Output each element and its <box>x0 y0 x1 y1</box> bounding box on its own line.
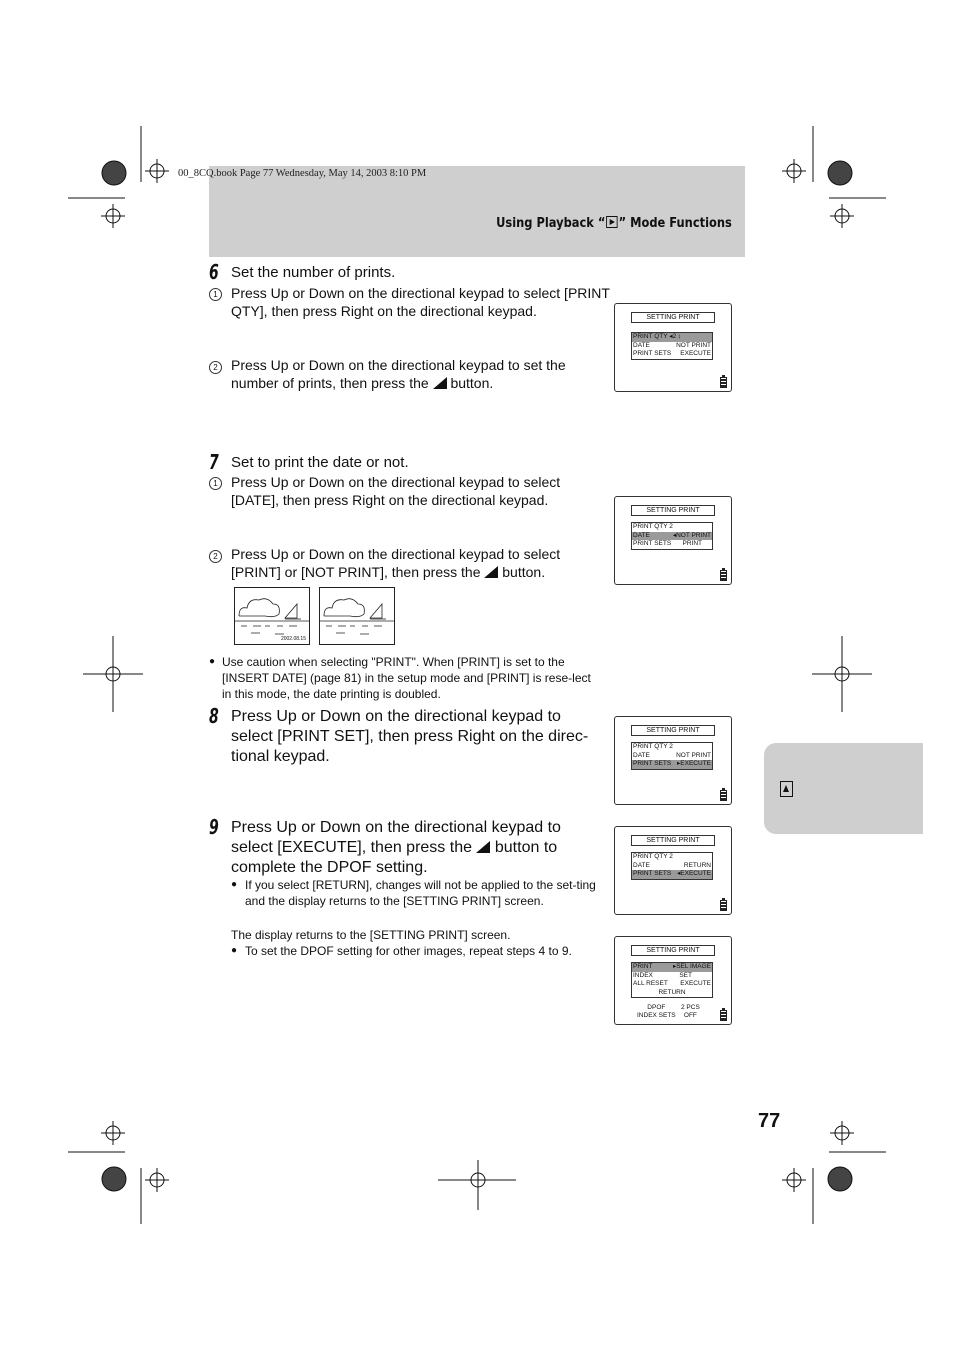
lcd-footer-text: 2 PCS <box>681 1004 700 1011</box>
lcd-row-label: DATE <box>633 341 650 349</box>
substep-number: 2 <box>209 550 222 563</box>
section-title-pre: Using Playback “ <box>496 216 606 231</box>
date-stamp: 2002.08.15 <box>280 636 306 642</box>
lcd-title: SETTING PRINT <box>631 312 715 323</box>
lcd-row-label: ALL RESET <box>633 980 668 987</box>
lcd-row-value: ▸SEL IMAGE <box>672 963 711 970</box>
lcd-row-label: PRINT SETS <box>633 540 672 547</box>
lcd-row-label: DATE <box>633 861 650 869</box>
lcd-row-label: DATE <box>633 751 650 759</box>
substep-text: Press Up or Down on the directional keypad to select [PRINT QTY], then press Right on the directional keypad. <box>231 285 610 319</box>
lcd-title: SETTING PRINT <box>631 725 715 736</box>
substep-number: 2 <box>209 361 222 374</box>
step-heading-pre: Press Up or Down on the directional keypad to select [EXECUTE], then press the <box>231 819 561 856</box>
step-heading: Set the number of prints. <box>231 264 396 281</box>
substep-text-pre: Press Up or Down on the directional keypad to set the number of prints, then press the <box>231 357 566 391</box>
lcd-footer-text: DPOF <box>647 1004 666 1011</box>
lcd-row-value: ▸EXECUTE <box>677 760 711 767</box>
lcd-row-value: RETURN <box>683 861 711 869</box>
lcd-row-value: RETURN <box>658 988 686 996</box>
section-title-post: ” Mode Functions <box>618 216 732 231</box>
page-number: 77 <box>758 1110 781 1132</box>
lcd-row-value: ◂EXECUTE <box>677 870 711 877</box>
book-info-line: 00_8CQ.book Page 77 Wednesday, May 14, 2003 8:10 PM <box>178 168 427 179</box>
bullet-icon: ● <box>231 879 238 890</box>
lcd-row-value: EXECUTE <box>680 350 711 357</box>
step-heading: Press Up or Down on the directional keypad to select [PRINT SET], then press Right on the direc-tional keypad. <box>231 708 589 765</box>
step-number: 8 <box>209 704 219 728</box>
substep-number: 1 <box>209 477 222 490</box>
lcd-row-label: PRINT <box>633 963 653 970</box>
lcd-row-label: PRINT SETS <box>633 870 672 877</box>
lcd-title: SETTING PRINT <box>631 835 715 846</box>
substep-number: 1 <box>209 288 222 301</box>
substep-text-pre: Press Up or Down on the directional keypad to select [PRINT] or [NOT PRINT], then press the <box>231 546 561 580</box>
lcd-footer-text: OFF <box>683 1012 697 1019</box>
lcd-row-value: EXECUTE <box>680 980 711 987</box>
return-description: The display returns to the [SETTING PRINT] screen. <box>231 928 511 942</box>
step-number: 9 <box>209 815 219 839</box>
step-heading-post: button to complete the DPOF setting. <box>231 839 558 876</box>
step-number: 7 <box>209 450 219 474</box>
substep-text: Press Up or Down on the directional keypad to select [DATE], then press Right on the directional keypad. <box>231 474 561 508</box>
lcd-row-label: PRINT SETS <box>633 350 672 357</box>
lcd-row-label: PRINT SETS <box>633 760 672 767</box>
lcd-row-value: NOT PRINT <box>676 751 711 759</box>
lcd-row-label: DATE <box>633 531 650 539</box>
caution-note: Use caution when selecting "PRINT". When [PRINT] is set to the [INSERT DATE] (page 81) in the setup mode and [PRINT] is rese-lect in this mode, the date printing is doubled. <box>222 655 591 701</box>
lcd-title: SETTING PRINT <box>631 505 715 516</box>
lcd-title: SETTING PRINT <box>631 945 715 956</box>
return-note: If you select [RETURN], changes will not be applied to the set-ting and the display returns to the [SETTING PRINT] screen. <box>245 878 596 908</box>
lcd-row-label: PRINT QTY ◂2 ↕ <box>633 333 682 340</box>
lcd-row-label: PRINT QTY 2 <box>633 853 673 860</box>
step-number: 6 <box>209 260 219 284</box>
bullet-icon: ● <box>209 656 216 667</box>
lcd-row-value: NOT PRINT <box>676 341 711 349</box>
lcd-footer-text: INDEX SETS <box>637 1012 676 1019</box>
lcd-row-value: PRINT <box>682 540 702 547</box>
lcd-row-label: PRINT QTY 2 <box>633 743 673 750</box>
step-heading: Set to print the date or not. <box>231 454 409 471</box>
substep-text-post: button. <box>446 374 494 391</box>
lcd-row-label: PRINT QTY 2 <box>633 523 673 530</box>
repeat-note: To set the DPOF setting for other images, repeat steps 4 to 9. <box>245 944 572 958</box>
lcd-row-value: SET <box>679 971 692 979</box>
substep-text-post: button. <box>498 563 546 580</box>
lcd-row-label: INDEX <box>633 971 653 979</box>
bullet-icon: ● <box>231 945 238 956</box>
lcd-row-value: ◂NOT PRINT <box>672 531 711 539</box>
